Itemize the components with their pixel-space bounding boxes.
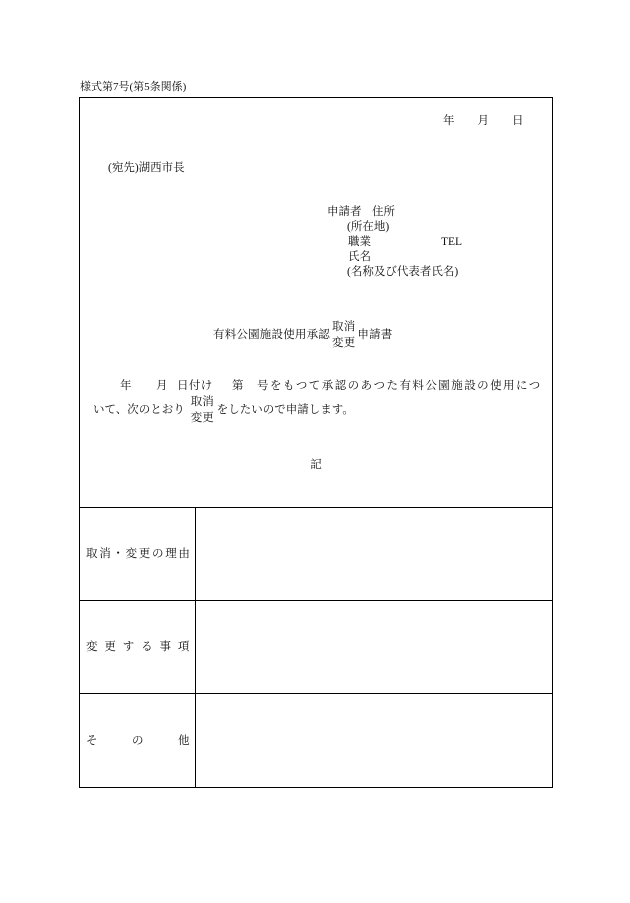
statement-option-cancel: 取消 (190, 396, 214, 408)
changes-row (79, 600, 553, 693)
form-number: 様式第7号(第5条関係) (80, 81, 187, 93)
row-label: そ の 他 (86, 735, 190, 747)
statement-month-unit: 月 (156, 380, 168, 392)
changes-value-cell (196, 601, 553, 693)
other-row (79, 693, 553, 788)
statement-line-2-suffix: をしたいので申請します。 (216, 404, 354, 416)
name-label: 氏名 (348, 251, 371, 263)
row-label-cell (79, 601, 196, 693)
title-option-cancel: 取消 (332, 321, 356, 333)
occupation-label: 職業 (348, 236, 371, 248)
title-suffix: 申請書 (357, 329, 393, 341)
statement-line-2-prefix: いて、次のとおり (93, 404, 185, 416)
address-label: 住所 (372, 206, 395, 218)
title-option-change: 変更 (332, 337, 356, 349)
details-table (79, 507, 553, 788)
applicant-label: 申請者 (327, 206, 362, 218)
row-label: 取消・変更の理由 (86, 548, 192, 560)
row-label-cell (79, 508, 196, 600)
row-label-cell (79, 694, 196, 788)
form-title (213, 319, 393, 351)
date-line: 年 月 日 (443, 115, 524, 127)
statement-year-unit: 年 (120, 380, 132, 392)
row-label: 変 更 す る 事 項 (86, 641, 192, 653)
title-option-stack (332, 319, 355, 351)
statement-line-1-text: 号をもつて承認のあつた有料公園施設の使用につ (257, 380, 542, 392)
tel-label: TEL (441, 236, 463, 248)
addressee: (宛先)湖西市長 (108, 162, 185, 174)
statement-line-2 (93, 394, 354, 426)
title-prefix: 有料公園施設使用承認 (213, 329, 330, 341)
address-alt-label: (所在地) (347, 221, 390, 233)
statement-day-unit: 日付け (177, 380, 213, 392)
statement-option-stack (191, 394, 214, 426)
reason-row (79, 508, 553, 600)
reason-value-cell (196, 508, 553, 600)
form-frame (79, 97, 553, 788)
statement-number-prefix: 第 (232, 380, 244, 392)
note-mark: 記 (310, 459, 322, 471)
statement-option-change: 変更 (190, 412, 214, 424)
other-value-cell (196, 694, 553, 788)
name-alt-label: (名称及び代表者氏名) (347, 266, 459, 278)
